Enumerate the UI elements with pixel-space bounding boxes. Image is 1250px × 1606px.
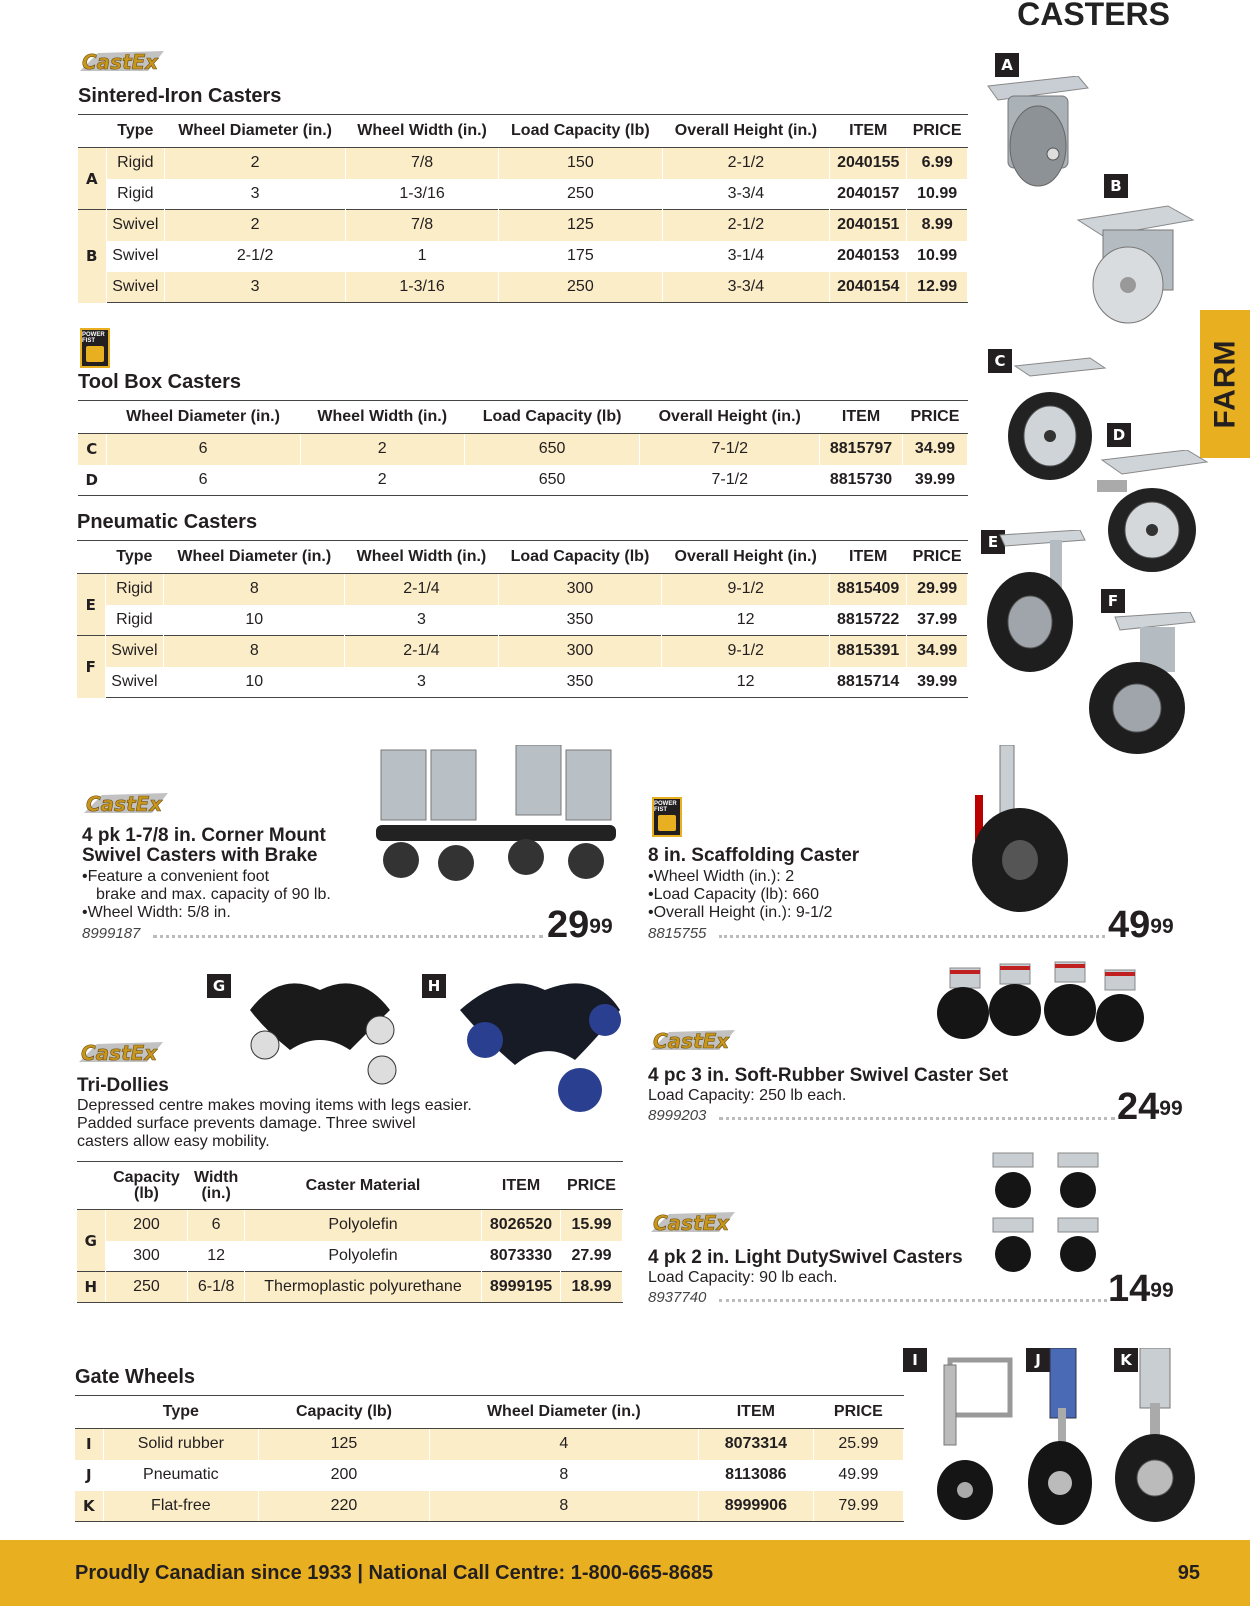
castex-logo-icon: [649, 1024, 739, 1056]
powerfist-logo-icon: [652, 797, 682, 837]
col-header: Type: [105, 541, 164, 574]
badge-c: C: [988, 349, 1012, 373]
table-row: F Swivel 8 2-1/4 300 9-1/2 8815391 34.99: [77, 636, 968, 667]
badge-e: E: [981, 530, 1005, 554]
col-header: Wheel Width (in.): [345, 541, 498, 574]
corner-sku: 8999187: [82, 925, 141, 942]
pneumatic-caster-image-e: [985, 530, 1090, 675]
table-row: Rigid 10 3 350 12 8815722 37.99: [77, 605, 968, 636]
col-header: Wheel Diameter (in.): [165, 115, 346, 148]
col-header: PRICE: [907, 115, 968, 148]
footer-bar: [0, 1540, 1250, 1606]
gate-wheel-image-i: [930, 1355, 1015, 1525]
table-row: Swivel 3 1-3/16 250 3-3/4 2040154 12.99: [78, 272, 968, 303]
col-header: Load Capacity (lb): [464, 401, 639, 434]
tri-dolly-image-g: [240, 970, 400, 1090]
col-header: ITEM: [482, 1162, 561, 1210]
corner-price: $29^{99}$: [547, 904, 613, 946]
col-header: Type: [103, 1396, 259, 1429]
section-tab-farm[interactable]: [1200, 310, 1250, 458]
col-header: Overall Height (in.): [662, 541, 830, 574]
castex-logo-icon: [649, 1206, 739, 1238]
col-header: Wheel Diameter (in.): [429, 1396, 698, 1429]
softrubber-price: $24^{99}$: [1117, 1086, 1183, 1128]
row-group-letter: D: [78, 465, 106, 496]
sintered-table: [78, 114, 968, 303]
section-tab-label: FARM: [1208, 339, 1241, 429]
leader-dots: [719, 1299, 1107, 1302]
powerfist-logo-text: POWER FIST: [654, 801, 677, 813]
soft-rubber-caster-set-image: [935, 958, 1155, 1048]
col-header: Wheel Width (in.): [300, 401, 464, 434]
light-duty-caster-set-image: [988, 1148, 1128, 1278]
badge-a: A: [995, 53, 1019, 77]
table-row: Swivel 10 3 350 12 8815714 39.99: [77, 667, 968, 698]
scaffold-bullets: •Wheel Width (in.): 2 •Load Capacity (lb): 660 •Overall Height (in.): 9-1/2: [648, 868, 833, 921]
rigid-caster-image-a: [983, 76, 1093, 196]
pneumatic-table: [77, 540, 968, 698]
toolbox-title: Tool Box Casters: [78, 371, 241, 393]
gate-table: [75, 1395, 904, 1522]
col-header: ITEM: [820, 401, 903, 434]
gate-title: Gate Wheels: [75, 1366, 196, 1388]
scaffold-sku: 8815755: [648, 925, 707, 942]
castex-logo-icon: [78, 45, 168, 77]
castex-logo-text: CastEx: [81, 1041, 158, 1065]
col-header: Overall Height (in.): [640, 401, 820, 434]
softrubber-desc: Load Capacity: 250 lb each.: [648, 1087, 847, 1104]
lightduty-desc: Load Capacity: 90 lb each.: [648, 1269, 838, 1286]
corner-bullets: •Feature a convenient foot brake and max. capacity of 90 lb. •Wheel Width: 5/8 in.: [82, 868, 331, 921]
badge-b: B: [1104, 174, 1128, 198]
badge-f: F: [1101, 589, 1125, 613]
corner-caster-image: [376, 745, 616, 885]
castex-logo-icon: [77, 1036, 167, 1068]
tridollies-desc: Depressed centre makes moving items with legs easier. Padded surface prevents damage. Three swivel casters allow easy mobility.: [77, 1097, 472, 1150]
scaffold-title: 8 in. Scaffolding Caster: [648, 845, 860, 866]
badge-g: G: [207, 974, 231, 998]
table-row: Swivel 2-1/2 1 175 3-1/4 2040153 10.99: [78, 241, 968, 272]
table-row: Rigid 3 1-3/16 250 3-3/4 2040157 10.99: [78, 179, 968, 210]
page-title: CASTERS: [1017, 0, 1170, 32]
row-group-letter: C: [78, 434, 106, 465]
castex-logo-text: CastEx: [86, 792, 163, 816]
col-header: ITEM: [830, 115, 907, 148]
col-header: ITEM: [830, 541, 907, 574]
pneumatic-caster-image-f: [1085, 612, 1200, 757]
col-header: Caster Material: [244, 1162, 481, 1210]
col-header: Wheel Width (in.): [346, 115, 499, 148]
table-row: E Rigid 8 2-1/4 300 9-1/2 8815409 29.99: [77, 574, 968, 605]
tridollies-title: Tri-Dollies: [77, 1075, 169, 1096]
row-group-letter: F: [77, 636, 105, 698]
table-row: K Flat-free 220 8 8999906 79.99: [75, 1491, 904, 1522]
row-group-letter: E: [77, 574, 105, 636]
leader-dots: [153, 935, 543, 938]
sintered-title: Sintered-Iron Casters: [78, 85, 282, 107]
col-header: Wheel Diameter (in.): [164, 541, 345, 574]
badge-h: H: [422, 974, 446, 998]
row-group-letter: B: [78, 210, 106, 303]
col-header: Capacity (lb): [105, 1162, 188, 1210]
swivel-caster-image-b: [1068, 200, 1198, 330]
col-header: Type: [106, 115, 165, 148]
table-row: D 6 2 650 7-1/2 8815730 39.99: [78, 465, 968, 496]
row-group-letter: A: [78, 148, 106, 210]
row-group-letter: G: [77, 1210, 105, 1272]
col-header: ITEM: [698, 1396, 813, 1429]
scaffold-price: $49^{99}$: [1108, 904, 1174, 946]
table-row: C 6 2 650 7-1/2 8815797 34.99: [78, 434, 968, 465]
lightduty-title: 4 pk 2 in. Light DutySwivel Casters: [648, 1247, 963, 1268]
table-row: H 250 6-1/8 Thermoplastic polyurethane 8999195 18.99: [77, 1272, 623, 1303]
powerfist-logo-text: POWER FIST: [82, 332, 105, 344]
col-header: Load Capacity (lb): [499, 115, 663, 148]
tridollies-table: [77, 1161, 623, 1303]
col-header: PRICE: [560, 1162, 622, 1210]
row-group-letter: I: [75, 1429, 103, 1460]
gate-wheel-image-k: [1110, 1348, 1200, 1528]
row-group-letter: H: [77, 1272, 105, 1303]
castex-logo-text: CastEx: [82, 50, 159, 74]
col-header: Overall Height (in.): [662, 115, 830, 148]
table-row: G 200 6 Polyolefin 8026520 15.99: [77, 1210, 623, 1241]
row-group-letter: K: [75, 1491, 103, 1522]
corner-title: 4 pk 1-7/8 in. Corner Mount Swivel Casters with Brake: [82, 825, 326, 866]
table-row: J Pneumatic 200 8 8113086 49.99: [75, 1460, 904, 1491]
castex-logo-icon: [82, 787, 172, 819]
col-header: PRICE: [907, 541, 968, 574]
gate-wheel-image-j: [1025, 1348, 1100, 1528]
col-header: PRICE: [813, 1396, 903, 1429]
leader-dots: [719, 1117, 1115, 1120]
badge-j: J: [1026, 1348, 1050, 1372]
col-header: Capacity (lb): [259, 1396, 430, 1429]
lightduty-price: $14^{99}$: [1108, 1268, 1174, 1310]
softrubber-sku: 8999203: [648, 1107, 707, 1124]
badge-i: I: [903, 1348, 927, 1372]
scaffolding-caster-image: [955, 745, 1075, 915]
toolbox-table: [78, 400, 968, 496]
table-row: A Rigid 2 7/8 150 2-1/2 2040155 6.99: [78, 148, 968, 179]
badge-k: K: [1114, 1348, 1138, 1372]
pneumatic-title: Pneumatic Casters: [77, 511, 258, 533]
tri-dolly-image-h: [455, 970, 625, 1115]
col-header: Load Capacity (lb): [498, 541, 662, 574]
table-row: 300 12 Polyolefin 8073330 27.99: [77, 1241, 623, 1272]
castex-logo-text: CastEx: [653, 1029, 730, 1053]
col-header: PRICE: [902, 401, 967, 434]
page-number: 95: [1177, 1561, 1200, 1584]
softrubber-title: 4 pc 3 in. Soft-Rubber Swivel Caster Set: [648, 1065, 1009, 1086]
col-header: Wheel Diameter (in.): [106, 401, 300, 434]
castex-logo-text: CastEx: [653, 1211, 730, 1235]
lightduty-sku: 8937740: [648, 1289, 707, 1306]
table-row: I Solid rubber 125 4 8073314 25.99: [75, 1429, 904, 1460]
table-row: B Swivel 2 7/8 125 2-1/2 2040151 8.99: [78, 210, 968, 241]
row-group-letter: J: [75, 1460, 103, 1491]
badge-d: D: [1107, 423, 1131, 447]
leader-dots: [719, 935, 1105, 938]
col-header: Width (in.): [188, 1162, 245, 1210]
powerfist-logo-icon: [80, 328, 110, 368]
toolbox-caster-image-d: [1082, 450, 1212, 575]
footer-contact: Proudly Canadian since 1933 | National Call Centre: 1-800-665-8685: [75, 1561, 714, 1584]
